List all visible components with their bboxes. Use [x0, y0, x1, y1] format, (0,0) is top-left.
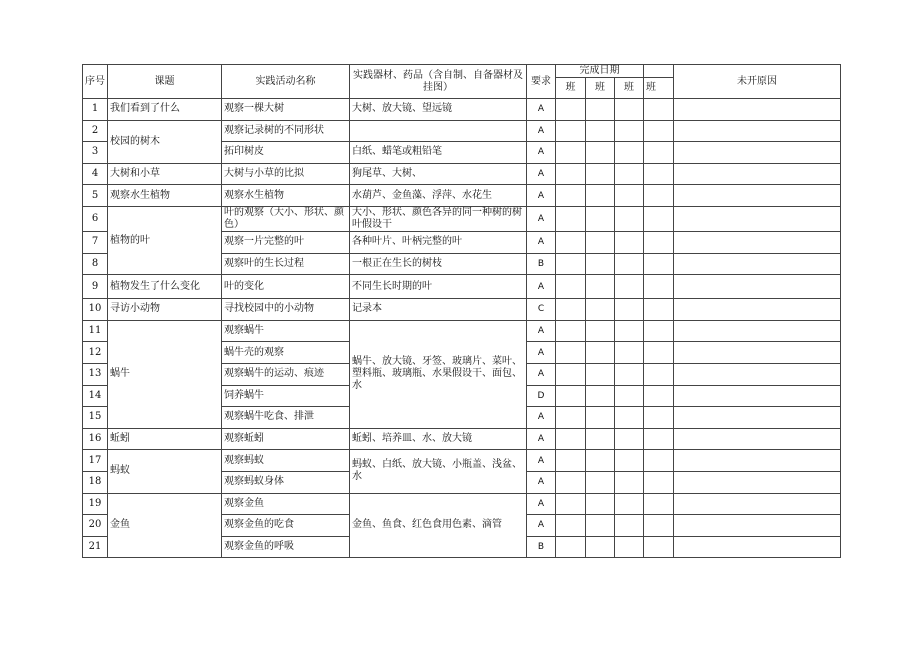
class-cell [615, 231, 644, 253]
class-cell [586, 320, 615, 342]
class-cell [586, 515, 615, 537]
row-materials: 金鱼、鱼食、红色食用色素、滴管 [350, 493, 527, 558]
class-cell [586, 99, 615, 121]
class-cell [615, 407, 644, 429]
class-cell [556, 142, 586, 164]
reason-cell [674, 320, 841, 342]
row-no: 2 [83, 120, 108, 142]
row-req: A [527, 471, 556, 493]
class-cell [586, 299, 615, 321]
class-cell [556, 342, 586, 364]
row-topic: 大树和小草 [108, 163, 222, 185]
class-cell [644, 299, 674, 321]
row-req: A [527, 120, 556, 142]
row-activity: 观察叶的生长过程 [222, 253, 350, 275]
reason-cell [674, 428, 841, 450]
row-req: A [527, 231, 556, 253]
reason-cell [674, 299, 841, 321]
row-req: A [527, 142, 556, 164]
class-cell [644, 142, 674, 164]
class-cell [644, 120, 674, 142]
row-activity: 蜗牛壳的观察 [222, 342, 350, 364]
reason-cell [674, 363, 841, 385]
reason-cell [674, 385, 841, 407]
class-cell [615, 363, 644, 385]
table-row [83, 493, 841, 515]
row-no: 15 [83, 407, 108, 429]
reason-cell [674, 99, 841, 121]
row-activity: 观察蚂蚁 [222, 450, 350, 472]
class-cell [644, 253, 674, 275]
reason-cell [674, 120, 841, 142]
class-cell [615, 385, 644, 407]
class-cell [644, 536, 674, 558]
class-cell [556, 450, 586, 472]
row-materials: 水葫芦、金鱼藻、浮萍、水花生 [350, 185, 527, 207]
class-cell [615, 253, 644, 275]
reason-cell [674, 515, 841, 537]
row-topic: 植物的叶 [108, 206, 222, 274]
class-cell [556, 385, 586, 407]
class-cell [586, 450, 615, 472]
row-activity: 拓印树皮 [222, 142, 350, 164]
header-row-top [83, 65, 841, 78]
class-cell [644, 385, 674, 407]
row-activity: 观察一棵大树 [222, 99, 350, 121]
reason-cell [674, 536, 841, 558]
row-no: 6 [83, 206, 108, 231]
reason-cell [674, 163, 841, 185]
row-topic: 观察水生植物 [108, 185, 222, 207]
row-activity: 大树与小草的比拟 [222, 163, 350, 185]
reason-cell [674, 407, 841, 429]
row-no: 1 [83, 99, 108, 121]
row-activity: 观察记录树的不同形状 [222, 120, 350, 142]
table-row [83, 206, 841, 231]
row-materials [350, 120, 527, 142]
row-req: B [527, 253, 556, 275]
table-row [83, 163, 841, 185]
col-header-not-done-reason: 未开原因 [674, 65, 841, 99]
row-req: A [527, 363, 556, 385]
row-no: 12 [83, 342, 108, 364]
row-req: A [527, 185, 556, 207]
class-cell [615, 471, 644, 493]
table-row [83, 185, 841, 207]
class-cell [586, 407, 615, 429]
class-cell [556, 407, 586, 429]
class-cell [556, 493, 586, 515]
reason-cell [674, 493, 841, 515]
reason-cell [674, 471, 841, 493]
row-activity: 观察金鱼 [222, 493, 350, 515]
row-topic: 我们看到了什么 [108, 99, 222, 121]
class-cell [586, 493, 615, 515]
row-activity: 观察蚯蚓 [222, 428, 350, 450]
row-activity: 观察蜗牛的运动、痕迹 [222, 363, 350, 385]
col-header-materials: 实践器材、药品（含自制、自备器材及挂图） [350, 65, 527, 99]
class-cell [644, 206, 674, 231]
class-cell [556, 253, 586, 275]
class-cell [556, 363, 586, 385]
class-cell [556, 471, 586, 493]
class-cell [586, 185, 615, 207]
row-no: 10 [83, 299, 108, 321]
class-cell [644, 493, 674, 515]
class-cell [615, 493, 644, 515]
row-no: 8 [83, 253, 108, 275]
class-cell [644, 163, 674, 185]
class-cell [615, 142, 644, 164]
row-req: B [527, 536, 556, 558]
row-activity: 观察水生植物 [222, 185, 350, 207]
class-cell [615, 428, 644, 450]
row-activity: 叶的观察（大小、形状、颜色） [222, 206, 350, 231]
class-cell [556, 320, 586, 342]
class-cell [644, 99, 674, 121]
class-cell [644, 363, 674, 385]
reason-cell [674, 450, 841, 472]
class-cell [586, 428, 615, 450]
row-materials: 狗尾草、大树、 [350, 163, 527, 185]
class-cell [615, 450, 644, 472]
class-cell [644, 428, 674, 450]
row-materials: 蚂蚁、白纸、放大镜、小瓶盖、浅盆、水 [350, 450, 527, 493]
reason-cell [674, 342, 841, 364]
row-req: C [527, 299, 556, 321]
class-cell [586, 363, 615, 385]
row-activity: 观察金鱼的呼吸 [222, 536, 350, 558]
class-cell [644, 515, 674, 537]
class-cell [556, 206, 586, 231]
row-req: A [527, 515, 556, 537]
class-cell [644, 450, 674, 472]
row-activity: 饲养蜗牛 [222, 385, 350, 407]
row-materials: 白纸、蜡笔或粗铅笔 [350, 142, 527, 164]
row-no: 19 [83, 493, 108, 515]
col-header-activity: 实践活动名称 [222, 65, 350, 99]
row-req: A [527, 428, 556, 450]
class-cell [586, 142, 615, 164]
col-header-no: 序号 [83, 65, 108, 99]
row-req: A [527, 407, 556, 429]
row-req: A [527, 320, 556, 342]
col-header-completion-date: 完成日期 [556, 65, 644, 78]
row-no: 17 [83, 450, 108, 472]
row-no: 18 [83, 471, 108, 493]
class-cell [644, 471, 674, 493]
row-no: 11 [83, 320, 108, 342]
col-header-req: 要求 [527, 65, 556, 99]
row-req: D [527, 385, 556, 407]
class-label: 班 [556, 78, 586, 99]
row-activity: 观察一片完整的叶 [222, 231, 350, 253]
class-cell [556, 299, 586, 321]
row-topic: 蜗牛 [108, 320, 222, 428]
reason-cell [674, 253, 841, 275]
reason-cell [674, 231, 841, 253]
class-cell [615, 320, 644, 342]
row-activity: 观察蚂蚁身体 [222, 471, 350, 493]
row-materials: 蜗牛、放大镜、牙签、玻璃片、菜叶、塑料瓶、玻璃瓶、水果假设干、面包、水 [350, 320, 527, 428]
class-cell [556, 120, 586, 142]
class-cell [586, 275, 615, 299]
class-cell [615, 99, 644, 121]
reason-cell [674, 275, 841, 299]
class-cell [556, 99, 586, 121]
class-cell [644, 407, 674, 429]
row-req: A [527, 206, 556, 231]
row-req: A [527, 342, 556, 364]
col-header-blank [644, 65, 674, 78]
class-cell [586, 231, 615, 253]
row-no: 20 [83, 515, 108, 537]
row-materials: 各种叶片、叶柄完整的叶 [350, 231, 527, 253]
class-cell [615, 120, 644, 142]
class-cell [586, 206, 615, 231]
row-materials: 大小、形状、颜色各异的同一种树的树叶假设干 [350, 206, 527, 231]
class-cell [615, 206, 644, 231]
reason-cell [674, 206, 841, 231]
row-topic: 校园的树木 [108, 120, 222, 163]
row-no: 21 [83, 536, 108, 558]
row-materials: 大树、放大镜、望远镜 [350, 99, 527, 121]
class-cell [556, 185, 586, 207]
row-topic: 金鱼 [108, 493, 222, 558]
class-cell [615, 536, 644, 558]
row-req: A [527, 450, 556, 472]
row-activity: 寻找校园中的小动物 [222, 299, 350, 321]
class-cell [644, 320, 674, 342]
table-row [83, 275, 841, 299]
class-cell [644, 231, 674, 253]
class-cell [586, 342, 615, 364]
col-header-topic: 课题 [108, 65, 222, 99]
class-cell [586, 471, 615, 493]
row-materials: 不同生长时期的叶 [350, 275, 527, 299]
row-no: 4 [83, 163, 108, 185]
reason-cell [674, 142, 841, 164]
table-row [83, 320, 841, 342]
class-label: 班 [644, 78, 674, 99]
row-req: A [527, 493, 556, 515]
class-cell [586, 253, 615, 275]
row-activity: 观察金鱼的吃食 [222, 515, 350, 537]
row-activity: 观察蜗牛 [222, 320, 350, 342]
row-no: 14 [83, 385, 108, 407]
row-materials: 一根正在生长的树枝 [350, 253, 527, 275]
class-cell [615, 342, 644, 364]
class-cell [556, 163, 586, 185]
row-req: A [527, 99, 556, 121]
table-row [83, 99, 841, 121]
row-materials: 蚯蚓、培养皿、水、放大镜 [350, 428, 527, 450]
row-topic: 植物发生了什么变化 [108, 275, 222, 299]
row-no: 5 [83, 185, 108, 207]
row-no: 7 [83, 231, 108, 253]
class-cell [615, 275, 644, 299]
class-label: 班 [615, 78, 644, 99]
class-cell [586, 163, 615, 185]
row-topic: 蚂蚁 [108, 450, 222, 493]
row-no: 3 [83, 142, 108, 164]
table-row [83, 120, 841, 142]
class-cell [615, 299, 644, 321]
class-cell [556, 275, 586, 299]
class-label: 班 [586, 78, 615, 99]
row-no: 13 [83, 363, 108, 385]
row-no: 16 [83, 428, 108, 450]
row-no: 9 [83, 275, 108, 299]
class-cell [556, 536, 586, 558]
class-cell [644, 185, 674, 207]
table-row [83, 299, 841, 321]
class-cell [556, 231, 586, 253]
class-cell [586, 385, 615, 407]
class-cell [586, 536, 615, 558]
row-req: A [527, 275, 556, 299]
experiment-plan-table [82, 64, 841, 558]
row-req: A [527, 163, 556, 185]
row-activity: 观察蜗牛吃食、排泄 [222, 407, 350, 429]
row-topic: 蚯蚓 [108, 428, 222, 450]
row-topic: 寻访小动物 [108, 299, 222, 321]
class-cell [556, 515, 586, 537]
reason-cell [674, 185, 841, 207]
row-activity: 叶的变化 [222, 275, 350, 299]
table-row [83, 428, 841, 450]
class-cell [615, 185, 644, 207]
row-materials: 记录本 [350, 299, 527, 321]
class-cell [644, 275, 674, 299]
class-cell [644, 342, 674, 364]
table-row [83, 450, 841, 472]
class-cell [615, 515, 644, 537]
class-cell [586, 120, 615, 142]
class-cell [556, 428, 586, 450]
class-cell [615, 163, 644, 185]
